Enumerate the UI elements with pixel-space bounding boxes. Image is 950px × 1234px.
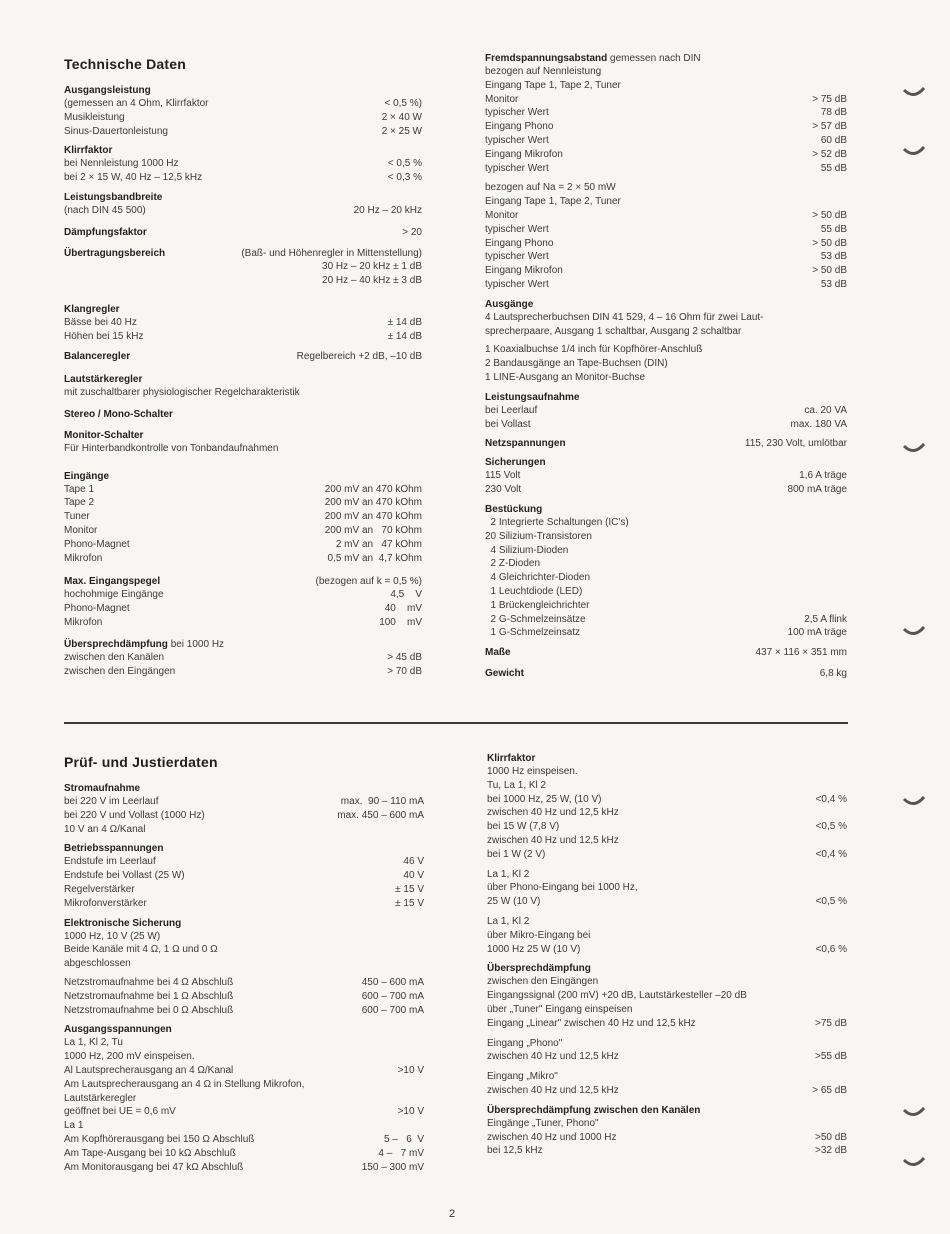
spec-row: 1000 Hz 25 W (10 V) <0,6 % bbox=[487, 943, 847, 955]
spec-ausgangsspannungen bbox=[64, 1023, 424, 1174]
spec-row: Am Lautsprecherausgang an 4 Ω in Stellung Mikrofon, bbox=[64, 1078, 305, 1090]
spec-value: > 20 bbox=[402, 226, 422, 238]
spec-row: typischer Wert 55 dB bbox=[485, 162, 847, 174]
spec-heading: Balanceregler bbox=[64, 350, 131, 362]
binder-hole-icon bbox=[902, 795, 926, 809]
spec-row: Al Lautsprecherausgang an 4 Ω/Kanal >10 V bbox=[64, 1064, 424, 1076]
spec-klirrfaktor bbox=[64, 144, 422, 185]
pruef-daten-column bbox=[64, 754, 424, 1180]
spec-note: (bezogen auf k = 0,5 %) bbox=[315, 576, 422, 588]
spec-row: La 1 bbox=[64, 1120, 84, 1132]
spec-heading: Übersprechdämpfung zwischen den Kanälen bbox=[487, 1104, 701, 1116]
spec-heading: Übersprechdämpfung bbox=[487, 963, 591, 975]
spec-ausgangsleistung bbox=[64, 84, 422, 138]
spec-betriebsspannungen bbox=[64, 842, 424, 910]
spec-row: Lautstärkeregler bbox=[64, 1092, 137, 1104]
spec-row: über Phono-Eingang bei 1000 Hz, bbox=[487, 882, 638, 894]
section-divider bbox=[64, 722, 848, 724]
spec-heading: Klirrfaktor bbox=[487, 753, 536, 764]
spec-fremdspannungsabstand bbox=[485, 52, 847, 292]
spec-text: sprecherpaare, Ausgang 1 schaltbar, Ausgang 2 schaltbar bbox=[485, 325, 742, 337]
spec-row: Endstufe im Leerlauf 46 V bbox=[64, 856, 424, 868]
spec-leistungsbandbreite bbox=[64, 191, 422, 218]
spec-text: bezogen auf Nennleistung bbox=[485, 66, 602, 77]
pruef-daten-column-right bbox=[487, 752, 847, 1164]
spec-row: über „Tuner" Eingang einspeisen bbox=[487, 1003, 633, 1015]
binder-hole-icon bbox=[902, 625, 926, 639]
spec-heading: Eingänge bbox=[64, 470, 110, 482]
spec-row: typischer Wert 53 dB bbox=[485, 251, 847, 263]
spec-ausgaenge bbox=[485, 298, 847, 385]
spec-text: bezogen auf Na = 2 × 50 mW bbox=[485, 182, 616, 194]
spec-text: 1000 Hz, 10 V (25 W) bbox=[64, 930, 161, 942]
spec-bestueckung bbox=[485, 503, 847, 640]
spec-heading: Maße bbox=[485, 647, 511, 659]
spec-row: La 1, Kl 2, Tu bbox=[64, 1037, 123, 1049]
spec-row: Mikrofonverstärker ± 15 V bbox=[64, 897, 424, 909]
spec-row: Eingang Phono > 57 dB bbox=[485, 121, 847, 133]
spec-row: Sinus-Dauertonleistung 2 × 25 W bbox=[64, 125, 422, 137]
spec-text: Eingang Tape 1, Tape 2, Tuner bbox=[485, 79, 621, 91]
spec-text: Beide Kanäle mit 4 Ω, 1 Ω und 0 Ω bbox=[64, 944, 218, 956]
spec-sicherungen bbox=[485, 456, 847, 497]
spec-row: zwischen den Eingängen > 70 dB bbox=[64, 665, 422, 677]
spec-klirrfaktor-pruef bbox=[487, 752, 847, 956]
spec-row: Regelverstärker ± 15 V bbox=[64, 883, 424, 895]
spec-row: Eingang „Mikro" bbox=[487, 1071, 558, 1083]
spec-max-eingangspegel bbox=[64, 575, 422, 629]
spec-row: bei 12,5 kHz >32 dB bbox=[487, 1145, 847, 1157]
spec-leistungsaufnahme bbox=[485, 391, 847, 432]
spec-heading: Übertragungsbereich bbox=[64, 247, 166, 259]
spec-row: Monitor 200 mV an 70 kOhm bbox=[64, 524, 422, 536]
spec-row: hochohmige Eingänge 4,5 V bbox=[64, 589, 422, 601]
spec-heading: Bestückung bbox=[485, 503, 543, 515]
spec-heading-suffix: bei 1000 Hz bbox=[170, 638, 225, 650]
spec-note: (Baß- und Höhenregler in Mittenstellung) bbox=[241, 247, 422, 259]
spec-row: 20 Hz – 40 kHz ± 3 dB bbox=[322, 274, 422, 286]
spec-heading: Stereo / Mono-Schalter bbox=[64, 408, 173, 420]
spec-row: über Mikro-Eingang bei bbox=[487, 929, 591, 941]
spec-row: Tu, La 1, Kl 2 bbox=[487, 779, 547, 791]
spec-heading: Monitor-Schalter bbox=[64, 429, 144, 441]
spec-row: zwischen 40 Hz und 1000 Hz >50 dB bbox=[487, 1131, 847, 1143]
spec-row: typischer Wert 55 dB bbox=[485, 223, 847, 235]
spec-uebertragungsbereich bbox=[64, 247, 422, 288]
spec-row: Eingang Phono > 50 dB bbox=[485, 237, 847, 249]
spec-row: La 1, Kl 2 bbox=[487, 915, 530, 927]
binder-hole-icon bbox=[902, 1156, 926, 1170]
spec-text: mit zuschaltbarer physiologischer Regelcharakteristik bbox=[64, 386, 300, 398]
technische-daten-column bbox=[64, 56, 422, 684]
spec-eingaenge bbox=[64, 470, 422, 566]
spec-gewicht bbox=[485, 667, 847, 680]
spec-heading: Leistungsbandbreite bbox=[64, 191, 163, 203]
spec-heading: Klangregler bbox=[64, 304, 120, 316]
spec-heading: Klirrfaktor bbox=[64, 145, 113, 157]
spec-row: Musikleistung 2 × 40 W bbox=[64, 111, 422, 123]
spec-row: typischer Wert 78 dB bbox=[485, 107, 847, 119]
spec-heading: Netzspannungen bbox=[485, 438, 566, 450]
spec-row: (gemessen an 4 Ohm, Klirrfaktor < 0,5 %) bbox=[64, 98, 422, 109]
spec-row: zwischen den Kanälen > 45 dB bbox=[64, 651, 422, 663]
spec-row: Netzstromaufnahme bei 4 Ω Abschluß 450 – 600 mA bbox=[64, 976, 424, 988]
binder-hole-icon bbox=[902, 145, 926, 159]
spec-row: zwischen 40 Hz und 12,5 kHz bbox=[487, 807, 619, 819]
spec-value: 437 × 116 × 351 mm bbox=[755, 647, 847, 659]
spec-lautstaerkeregler bbox=[64, 373, 422, 400]
binder-hole-icon bbox=[902, 86, 926, 100]
spec-row: Höhen bei 15 kHz ± 14 dB bbox=[64, 331, 422, 343]
spec-value: 115, 230 Volt, umlötbar bbox=[744, 438, 847, 450]
spec-row: 1 Brückengleichrichter bbox=[485, 599, 590, 611]
spec-heading: Max. Eingangspegel bbox=[64, 576, 161, 588]
spec-row: Phono-Magnet 40 mV bbox=[64, 603, 422, 615]
spec-row: bei 1000 Hz, 25 W, (10 V) <0,4 % bbox=[487, 793, 847, 805]
spec-row: 25 W (10 V) <0,5 % bbox=[487, 896, 847, 908]
spec-heading-suffix: gemessen nach DIN bbox=[610, 53, 701, 64]
spec-row: bei Nennleistung 1000 Hz < 0,5 % bbox=[64, 158, 422, 170]
spec-text: abgeschlossen bbox=[64, 958, 131, 970]
spec-klangregler bbox=[64, 303, 422, 344]
spec-row: bei Vollast max. 180 VA bbox=[485, 418, 847, 430]
spec-text: Für Hinterbandkontrolle von Tonbandaufnahmen bbox=[64, 442, 279, 454]
spec-row: Eingang „Phono" bbox=[487, 1037, 563, 1049]
spec-monitor-schalter bbox=[64, 429, 422, 456]
spec-daempfungsfaktor bbox=[64, 226, 422, 239]
spec-row: Monitor > 50 dB bbox=[485, 209, 847, 221]
spec-heading: Leistungsaufnahme bbox=[485, 391, 580, 403]
spec-uebersprechdaempfung-pruef bbox=[487, 962, 847, 1097]
spec-row: Am Tape-Ausgang bei 10 kΩ Abschluß 4 – 7 mV bbox=[64, 1147, 424, 1159]
spec-heading: Lautstärkeregler bbox=[64, 373, 143, 385]
spec-row: 230 Volt 800 mA träge bbox=[485, 484, 847, 496]
spec-heading: Dämpfungsfaktor bbox=[64, 226, 147, 238]
spec-heading: Betriebsspannungen bbox=[64, 843, 164, 855]
spec-row: (nach DIN 45 500) 20 Hz – 20 kHz bbox=[64, 204, 422, 216]
spec-stromaufnahme bbox=[64, 782, 424, 836]
spec-row: 10 V an 4 Ω/Kanal bbox=[64, 823, 146, 835]
spec-text: 1 Koaxialbuchse 1/4 inch für Kopfhörer-Anschluß bbox=[485, 344, 703, 356]
spec-heading: Ausgangsleistung bbox=[64, 85, 151, 96]
spec-row: 115 Volt 1,6 A träge bbox=[485, 470, 847, 482]
spec-row: bei 220 V im Leerlauf max. 90 – 110 mA bbox=[64, 796, 424, 807]
spec-text: 2 Bandausgänge an Tape-Buchsen (DIN) bbox=[485, 358, 668, 370]
spec-netzspannungen bbox=[485, 437, 847, 450]
spec-row: 4 Gleichrichter-Dioden bbox=[485, 572, 591, 584]
spec-heading: Elektronische Sicherung bbox=[64, 917, 182, 929]
spec-row: Eingang Mikrofon > 50 dB bbox=[485, 265, 847, 277]
spec-text: 1 LINE-Ausgang an Monitor-Buchse bbox=[485, 371, 646, 383]
spec-heading: Übersprechdämpfung bbox=[64, 638, 168, 650]
spec-row: bei 2 × 15 W, 40 Hz – 12,5 kHz < 0,3 % bbox=[64, 172, 422, 184]
spec-row: Phono-Magnet 2 mV an 47 kOhm bbox=[64, 538, 422, 550]
spec-row: La 1, Kl 2 bbox=[487, 868, 530, 880]
binder-hole-icon bbox=[902, 442, 926, 456]
spec-value: 6,8 kg bbox=[819, 668, 847, 680]
spec-heading: Fremdspannungsabstand bbox=[485, 53, 608, 64]
spec-text: Eingang Tape 1, Tape 2, Tuner bbox=[485, 196, 621, 208]
spec-row: Monitor > 75 dB bbox=[485, 93, 847, 105]
spec-text: 4 Lautsprecherbuchsen DIN 41 529, 4 – 16 Ohm für zwei Laut- bbox=[485, 311, 764, 323]
spec-row: Am Kopfhörerausgang bei 150 Ω Abschluß 5 – 6 V bbox=[64, 1133, 424, 1145]
spec-row: 2 Integrierte Schaltungen (IC's) bbox=[485, 516, 629, 528]
spec-row: bei Leerlauf ca. 20 VA bbox=[485, 404, 847, 416]
spec-row: Netzstromaufnahme bei 0 Ω Abschluß 600 – 700 mA bbox=[64, 1004, 424, 1016]
spec-row: 1 Leuchtdiode (LED) bbox=[485, 585, 583, 597]
spec-row: bei 220 V und Vollast (1000 Hz) max. 450 – 600 mA bbox=[64, 809, 424, 821]
spec-row: 1 G-Schmelzeinsatz 100 mA träge bbox=[485, 627, 847, 639]
spec-elektronische-sicherung bbox=[64, 917, 424, 1018]
spec-row: Mikrofon 100 mV bbox=[64, 616, 422, 628]
spec-uebersprech-kanaele bbox=[487, 1104, 847, 1158]
spec-row: bei 1 W (2 V) <0,4 % bbox=[487, 848, 847, 860]
spec-uebersprechdaempfung bbox=[64, 638, 422, 679]
spec-row: Endstufe bei Vollast (25 W) 40 V bbox=[64, 870, 424, 882]
spec-row: Eingänge „Tuner, Phono" bbox=[487, 1117, 599, 1129]
spec-row: 2 Z-Dioden bbox=[485, 558, 541, 570]
spec-row: Bässe bei 40 Hz ± 14 dB bbox=[64, 317, 422, 329]
section-title-technische-daten: Technische Daten bbox=[64, 56, 186, 72]
spec-row: typischer Wert 53 dB bbox=[485, 278, 847, 290]
spec-row: bei 15 W (7,8 V) <0,5 % bbox=[487, 821, 847, 833]
spec-row: 30 Hz – 20 kHz ± 1 dB bbox=[322, 260, 422, 272]
section-title-pruef-und-justierdaten: Prüf- und Justierdaten bbox=[64, 754, 218, 770]
spec-masse bbox=[485, 646, 847, 659]
spec-row: 4 Silizium-Dioden bbox=[485, 544, 569, 556]
spec-row: Eingang „Linear" zwischen 40 Hz und 12,5 kHz >75 dB bbox=[487, 1017, 847, 1029]
spec-row: Tape 2 200 mV an 470 kOhm bbox=[64, 497, 422, 509]
spec-row: 1000 Hz einspeisen. bbox=[487, 766, 578, 777]
spec-heading: Ausgänge bbox=[485, 298, 534, 310]
spec-row: 1000 Hz, 200 mV einspeisen. bbox=[64, 1051, 195, 1063]
spec-row: typischer Wert 60 dB bbox=[485, 134, 847, 146]
spec-heading: Stromaufnahme bbox=[64, 783, 141, 794]
spec-row: 20 Silizium-Transistoren bbox=[485, 530, 592, 542]
spec-row: zwischen 40 Hz und 12,5 kHz > 65 dB bbox=[487, 1084, 847, 1096]
spec-row: geöffnet bei UE = 0,6 mV >10 V bbox=[64, 1106, 424, 1118]
spec-row: zwischen 40 Hz und 12,5 kHz bbox=[487, 834, 619, 846]
spec-row: Eingangssignal (200 mV) +20 dB, Lautstärkesteller –20 dB bbox=[487, 990, 747, 1002]
spec-heading: Gewicht bbox=[485, 668, 524, 680]
spec-row: Tuner 200 mV an 470 kOhm bbox=[64, 511, 422, 523]
page-number: 2 bbox=[449, 1208, 456, 1220]
spec-stereo-mono bbox=[64, 408, 422, 421]
spec-balanceregler bbox=[64, 350, 422, 363]
spec-row: zwischen den Eingängen bbox=[487, 976, 599, 988]
binder-hole-icon bbox=[902, 1106, 926, 1120]
spec-row: Tape 1 200 mV an 470 kOhm bbox=[64, 483, 422, 495]
spec-row: 2 G-Schmelzeinsätze 2,5 A flink bbox=[485, 613, 847, 625]
spec-row: Eingang Mikrofon > 52 dB bbox=[485, 148, 847, 160]
spec-row: Mikrofon 0,5 mV an 4,7 kOhm bbox=[64, 552, 422, 564]
spec-heading: Sicherungen bbox=[485, 457, 546, 469]
technische-daten-column-right bbox=[485, 52, 847, 686]
spec-row: Netzstromaufnahme bei 1 Ω Abschluß 600 – 700 mA bbox=[64, 990, 424, 1002]
spec-heading: Ausgangsspannungen bbox=[64, 1024, 172, 1036]
spec-row: zwischen 40 Hz und 12,5 kHz >55 dB bbox=[487, 1051, 847, 1063]
spec-row: Am Monitorausgang bei 47 kΩ Abschluß 150 – 300 mV bbox=[64, 1161, 424, 1173]
spec-value: Regelbereich +2 dB, –10 dB bbox=[296, 350, 422, 362]
